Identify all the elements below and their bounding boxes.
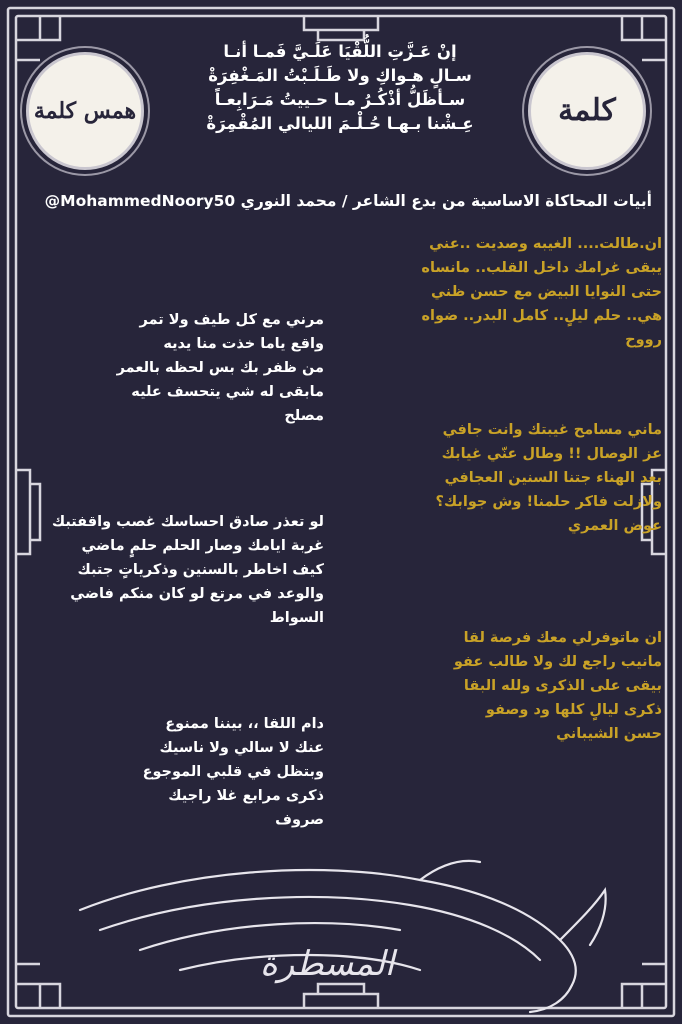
- poem-white-2: [24, 510, 324, 630]
- poem-line: واقع ياما خذت منا يديه: [163, 336, 324, 352]
- poem-line: والوعد في مرتع لو كان منكم فاضي: [70, 586, 324, 602]
- poem-author: عوض العمري: [567, 518, 662, 534]
- poem-line: بيقى على الذكرى ولله البقا: [463, 678, 662, 694]
- poem-white-3: [24, 712, 324, 832]
- poem-line: مابقى له شي يتحسف عليه: [131, 384, 324, 400]
- book-logo-icon: همس كلمة: [33, 98, 137, 124]
- poem-gold-3: [332, 626, 662, 746]
- poem-line: عز الوصال !! وطال عنّي غيابك: [441, 446, 662, 462]
- poem-gold-2: [332, 418, 662, 538]
- caption: [30, 192, 652, 210]
- header-poem: [160, 40, 520, 136]
- poem-author: رووح: [625, 332, 662, 348]
- poem-author: حسن الشيباني: [556, 726, 662, 742]
- poem-line: بعد الهناء جتنا السنين العجافي: [444, 470, 662, 486]
- poem-line: ولازلت فاكر حلمنا! وش جوابك؟: [435, 494, 662, 510]
- poem-line: غربة ايامك وصار الحلم حلمٍ ماضي: [81, 538, 324, 554]
- poem-line: ذكرى مرابع غلا راجيك: [168, 788, 324, 804]
- author-handle: @MohammedNoory50: [44, 192, 236, 210]
- poem-line: مانيب راجع لك ولا طالب عفو: [453, 654, 662, 670]
- poem-line: لو تعذر صادق احساسك غصب واقفتبك: [51, 514, 324, 530]
- poem-author: مصلح: [284, 408, 324, 424]
- kalima-logo: [528, 52, 646, 170]
- poem-line: ماني مسامح غيبتك وانت جافي: [442, 422, 662, 438]
- kalima-logo-icon: كلمة: [558, 93, 616, 128]
- poem-line: من ظفر بك بس لحظه بالعمر: [116, 360, 324, 376]
- poem-line: دام اللقا ،، بيننا ممنوع: [165, 716, 324, 732]
- poem-line: حتى النوايا البيض مع حسن ظني: [431, 284, 662, 300]
- poem-line: كيف اخاطر بالسنين وذكرياتٍ جتبك: [77, 562, 324, 578]
- header-poem-line: سـالٍ هـواكِ ولا طَـلَـبْتُ المَـغْفِرَةْ: [208, 66, 472, 85]
- poem-line: ان.طالت.... الغيبه وصديت ..عني: [429, 236, 662, 252]
- poem-line: وبتظل في قلبي الموجوع: [142, 764, 324, 780]
- poem-gold-1: [332, 232, 662, 352]
- poem-line: يبقى غرامك داخل القلب.. مانساه: [421, 260, 662, 276]
- horse-signature: المسطرة: [260, 944, 395, 984]
- poem-line: ان ماتوفرلي معك فرصة لقا: [463, 630, 662, 646]
- header-poem-line: عِـشْنا بـهـا حُـلْـمَ الليالي المُقْمِرَةْ: [206, 114, 474, 133]
- poem-line: ذكرى ليالٍ كلها ود وصفو: [485, 702, 662, 718]
- poem-white-1: [24, 308, 324, 428]
- poem-line: عنك لا سالي ولا ناسيك: [159, 740, 324, 756]
- book-logo: [26, 52, 144, 170]
- horse-calligraphy-icon: [60, 850, 620, 1020]
- poem-line: هي.. حلم ليلٍ.. كامل البدر.. ضواه: [421, 308, 662, 324]
- caption-text: أبيات المحاكاة الاساسية من بدع الشاعر / محمد النوري: [240, 192, 652, 210]
- poem-author: صروف: [275, 812, 324, 828]
- poem-line: مرني مع كل طيف ولا تمر: [139, 312, 324, 328]
- header-poem-line: إنْ عَـزَّتِ اللُّقْيَا عَلَـيَّ فَمـا أنـا: [223, 42, 457, 61]
- poem-author: السواط: [269, 610, 324, 626]
- header-poem-line: سـأظَلُّ أذْكُـرُ مـا حـييتُ مَـرَابِعـاً: [214, 90, 466, 109]
